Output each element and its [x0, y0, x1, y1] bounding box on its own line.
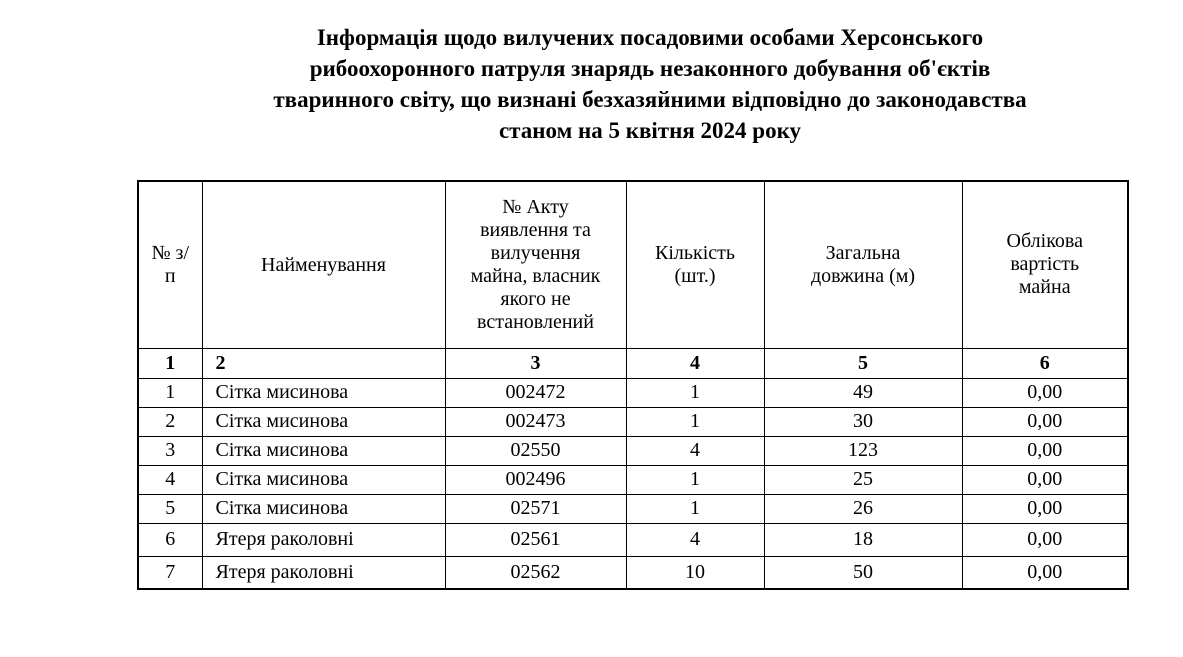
- table-cell: 02561: [445, 523, 626, 556]
- title-line-3: тваринного світу, що визнані безхазяйними відповідно до законодавства: [273, 87, 1027, 112]
- table-cell: 50: [764, 556, 962, 589]
- table-cell: 02562: [445, 556, 626, 589]
- table-row: [138, 494, 1128, 523]
- document-title: [145, 22, 1155, 146]
- table-row: [138, 465, 1128, 494]
- table-row: [138, 378, 1128, 407]
- table-cell: 30: [764, 407, 962, 436]
- table-row: [138, 436, 1128, 465]
- table-cell: 02571: [445, 494, 626, 523]
- table-cell: Сітка мисинова: [202, 378, 445, 407]
- table-cell: 002473: [445, 407, 626, 436]
- column-number: 1: [138, 348, 202, 378]
- table-cell: 0,00: [962, 378, 1128, 407]
- column-header-act: № Акту виявлення та вилучення майна, власник якого не встановлений: [445, 181, 626, 348]
- column-header-value: Облікова вартість майна: [962, 181, 1128, 348]
- table-cell: 10: [626, 556, 764, 589]
- table-cell: 002472: [445, 378, 626, 407]
- table-cell: 26: [764, 494, 962, 523]
- column-number: 3: [445, 348, 626, 378]
- title-line-1: Інформація щодо вилучених посадовими особами Херсонського: [316, 25, 984, 50]
- table-cell: 1: [138, 378, 202, 407]
- title-line-4: станом на 5 квітня 2024 року: [498, 118, 802, 143]
- column-number: 5: [764, 348, 962, 378]
- table-cell: 6: [138, 523, 202, 556]
- table-cell: Сітка мисинова: [202, 436, 445, 465]
- table-cell: 1: [626, 378, 764, 407]
- column-header-name: Найменування: [202, 181, 445, 348]
- table-cell: 0,00: [962, 556, 1128, 589]
- table-cell: Сітка мисинова: [202, 407, 445, 436]
- table-header-row: [138, 181, 1128, 348]
- seized-equipment-table: [137, 180, 1129, 590]
- table-cell: 4: [626, 436, 764, 465]
- table-cell: 3: [138, 436, 202, 465]
- table-row: [138, 523, 1128, 556]
- table-cell: 0,00: [962, 494, 1128, 523]
- title-line-2: рибоохоронного патруля знарядь незаконного добування об'єктів: [309, 56, 991, 81]
- table-cell: 02550: [445, 436, 626, 465]
- table-cell: 4: [626, 523, 764, 556]
- table-cell: 25: [764, 465, 962, 494]
- table-cell: Ятеря раколовні: [202, 556, 445, 589]
- column-numbers-row: [138, 348, 1128, 378]
- column-number: 2: [202, 348, 445, 378]
- table-cell: 18: [764, 523, 962, 556]
- table-cell: 123: [764, 436, 962, 465]
- table-cell: Сітка мисинова: [202, 465, 445, 494]
- table-row: [138, 407, 1128, 436]
- table-cell: 1: [626, 407, 764, 436]
- table-body: [138, 348, 1128, 589]
- table-cell: 002496: [445, 465, 626, 494]
- table-cell: 7: [138, 556, 202, 589]
- column-header-quantity: Кількість (шт.): [626, 181, 764, 348]
- table-cell: 0,00: [962, 465, 1128, 494]
- table-cell: 1: [626, 494, 764, 523]
- column-header-number: № з/п: [138, 181, 202, 348]
- table-cell: Ятеря раколовні: [202, 523, 445, 556]
- table-cell: Сітка мисинова: [202, 494, 445, 523]
- table-cell: 2: [138, 407, 202, 436]
- table-cell: 1: [626, 465, 764, 494]
- table-cell: 4: [138, 465, 202, 494]
- table-cell: 0,00: [962, 523, 1128, 556]
- table-cell: 0,00: [962, 407, 1128, 436]
- column-number: 4: [626, 348, 764, 378]
- table-cell: 5: [138, 494, 202, 523]
- table-row: [138, 556, 1128, 589]
- column-header-length: Загальна довжина (м): [764, 181, 962, 348]
- table-cell: 0,00: [962, 436, 1128, 465]
- table-cell: 49: [764, 378, 962, 407]
- column-number: 6: [962, 348, 1128, 378]
